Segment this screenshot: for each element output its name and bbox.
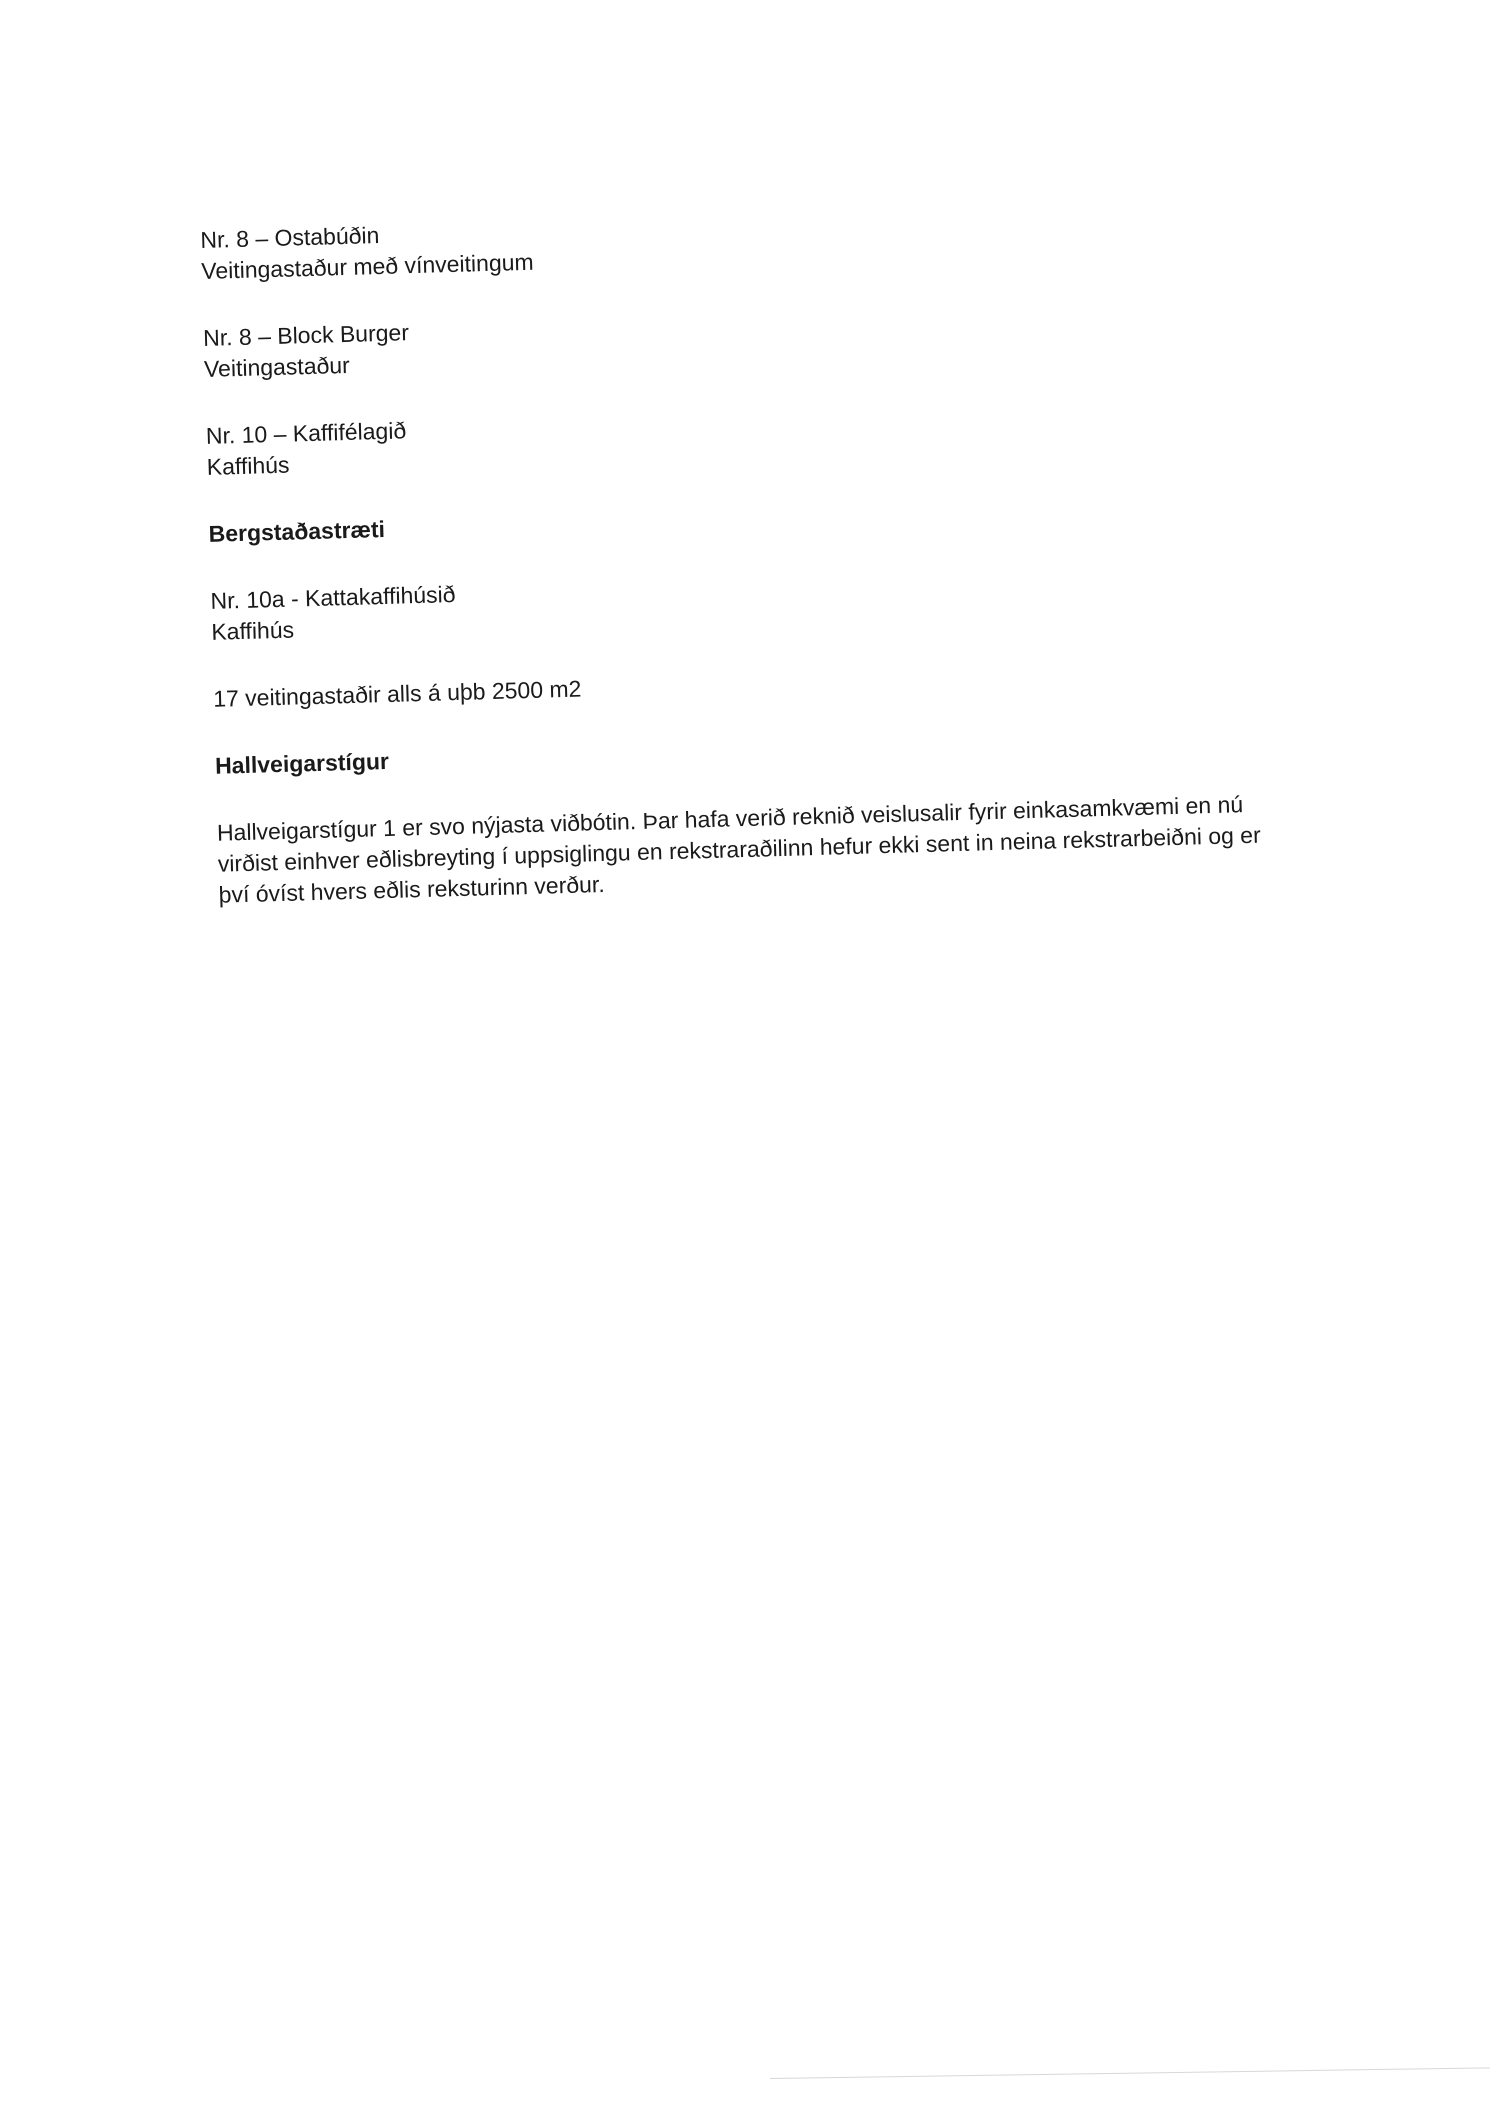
entry-type: Veitingastaður með vínveitingum (200, 248, 534, 284)
scan-edge-line (770, 2067, 1490, 2079)
entry-title: Nr. 10a - Kattakaffihúsið (210, 581, 456, 614)
summary-line: 17 veitingastaðir alls á uþb 2500 m2 (212, 675, 582, 712)
entry-type: Veitingastaður (203, 351, 351, 382)
list-item (210, 555, 1331, 648)
list-item (203, 292, 1324, 385)
list-item (200, 194, 1321, 287)
entry-type: Kaffihús (206, 451, 290, 480)
entry-title: Nr. 8 – Block Burger (202, 319, 410, 351)
entry-title: Nr. 10 – Kaffifélagið (205, 417, 407, 449)
entry-type: Kaffihús (211, 616, 295, 645)
section-heading-hallveigarstigur: Hallveigarstígur (214, 747, 390, 779)
section-heading-bergstadastraeti: Bergstaðastræti (208, 515, 386, 547)
entry-title: Nr. 8 – Ostabúðin (200, 222, 380, 253)
list-item (205, 390, 1326, 483)
page-content (200, 194, 1339, 911)
body-paragraph: Hallveigarstígur 1 er svo nýjasta viðbótin. Þar hafa verið reknið veislusalir fyrir einkasamkvæmi en nú virðist einhver eðlisbreyting í uppsiglingu en rekstraraðilinn hefur ekki sent in neina rekstrarbeiðni og er því óvíst hvers eðlis reksturinn verður. (216, 791, 1262, 908)
